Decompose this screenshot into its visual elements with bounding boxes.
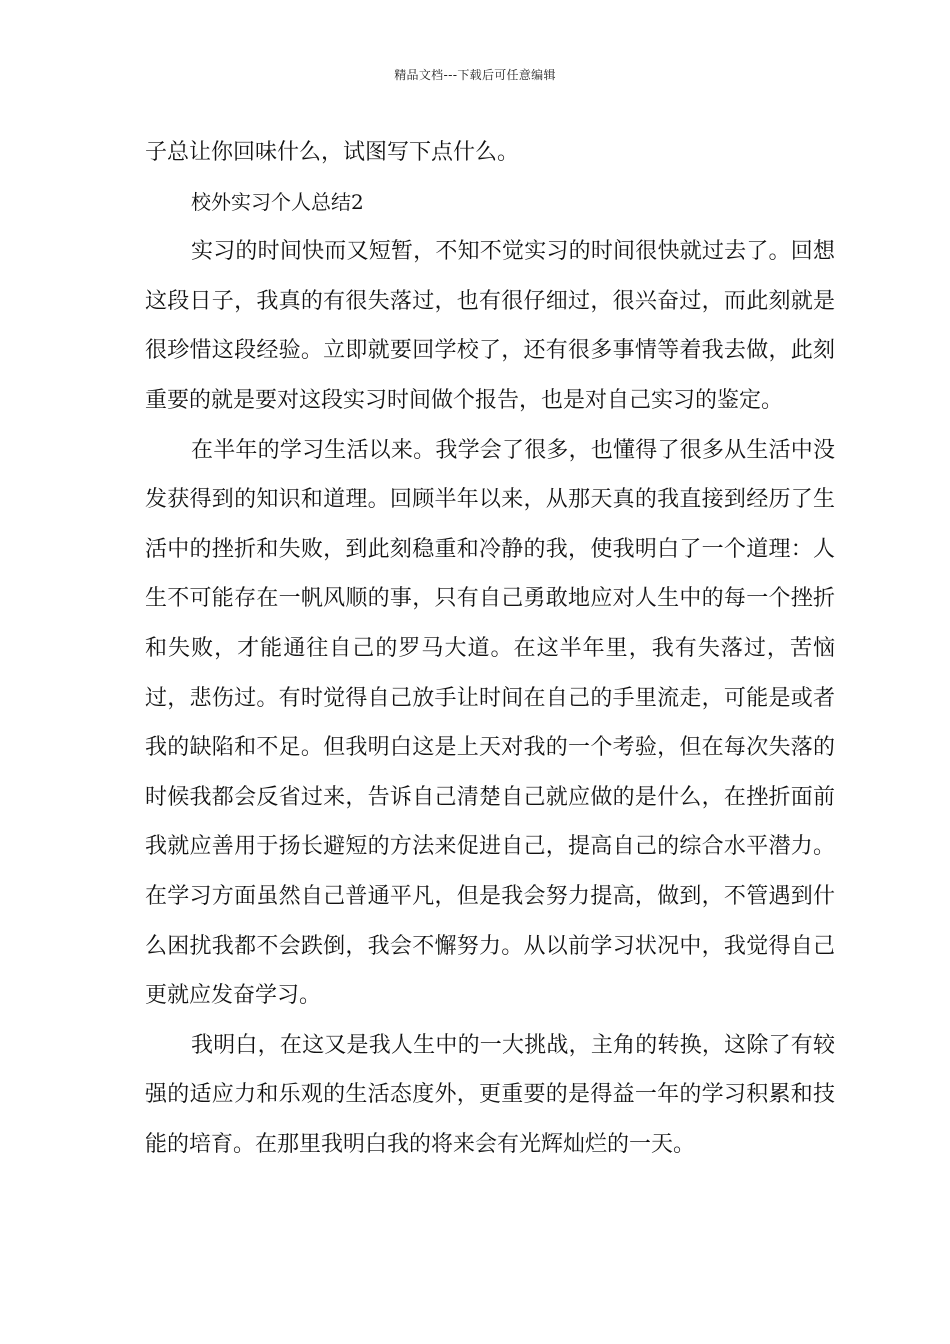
page-header: 精品文档---下载后可任意编辑: [394, 68, 556, 82]
body-paragraph: 实习的时间快而又短暂，不知不觉实习的时间很快就过去了。回想这段日子，我真的有很失落过，也有很仔细过，很兴奋过，而此刻就是很珍惜这段经验。立即就要回学校了，还有很多事情等着我去做，此刻重要的就是要对这段实习时间做个报告，也是对自己实习的鉴定。: [145, 239, 835, 413]
document-body: [145, 128, 835, 1169]
body-paragraph: 在半年的学习生活以来。我学会了很多，也懂得了很多从生活中没发获得到的知识和道理。回顾半年以来，从那天真的我直接到经历了生活中的挫折和失败，到此刻稳重和冷静的我，使我明白了一个道理：人生不可能存在一帆风顺的事，只有自己勇敢地应对人生中的每一个挫折和失败，才能通往自己的罗马大道。在这半年里，我有失落过，苦恼过，悲伤过。有时觉得自己放手让时间在自己的手里流走，可能是或者我的缺陷和不足。但我明白这是上天对我的一个考验，但在每次失落的时候我都会反省过来，告诉自己清楚自己就应做的是什么，在挫折面前我就应善用于扬长避短的方法来促进自己，提高自己的综合水平潜力。在学习方面虽然自己普通平凡，但是我会努力提高，做到，不管遇到什么困扰我都不会跌倒，我会不懈努力。从以前学习状况中，我觉得自己更就应发奋学习。: [145, 437, 835, 1009]
section-title: 校外实习个人总结2: [191, 189, 364, 214]
continuation-paragraph: 子总让你回味什么，试图写下点什么。: [145, 140, 520, 165]
body-paragraph: 我明白，在这又是我人生中的一大挑战，主角的转换，这除了有较强的适应力和乐观的生活态度外，更重要的是得益一年的学习积累和技能的培育。在那里我明白我的将来会有光辉灿烂的一天。: [145, 1032, 835, 1157]
